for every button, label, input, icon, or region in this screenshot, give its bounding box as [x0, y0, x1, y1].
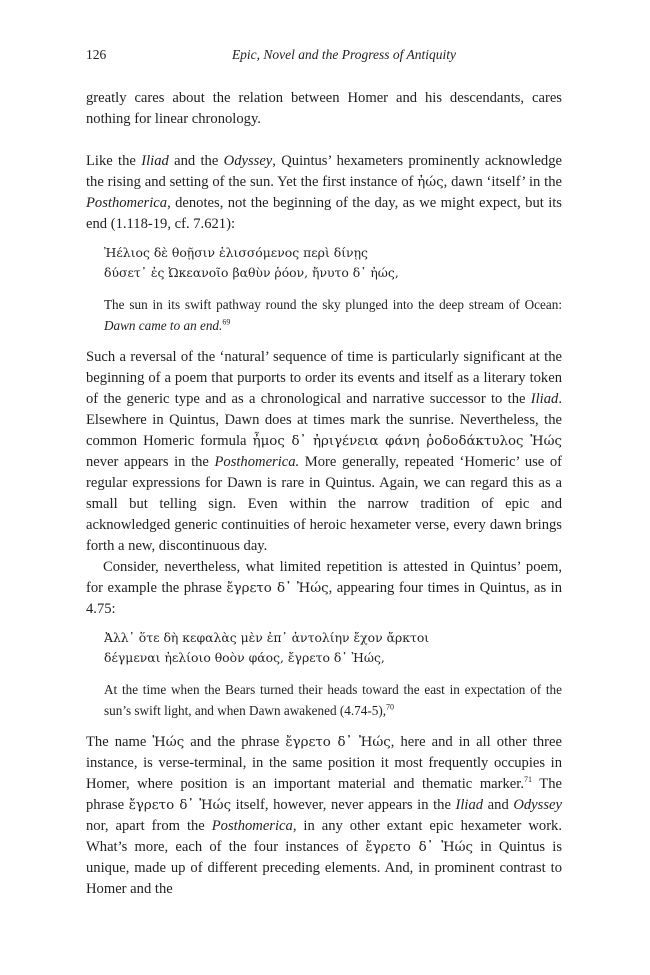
title-iliad: Iliad — [141, 153, 169, 169]
greek-verse-line: Ἠέλιος δὲ θοῇσιν ἑλισσόμενος περὶ δίνῃς — [104, 245, 368, 260]
text-run: Like the — [86, 153, 142, 169]
text-run: in Quintus is unique, made up of different preceding elements. And, in prominent contrast to Homer and the — [86, 839, 562, 897]
text-run: itself, however, never appears in the — [231, 797, 456, 813]
text-run: Such a reversal of the ‘natural’ sequence of time is particularly significant at the beginning of a poem that purports to order its events and itself as a literary token of the generic type and as a chronological and narrative successor to the — [86, 349, 562, 407]
title-posthomerica: Posthomerica, — [211, 818, 297, 834]
title-odyssey: Odyssey — [223, 153, 273, 169]
text-run: Consider, nevertheless, what limited repetition is attested in Quintus’ poem, for example the phrase — [86, 559, 562, 596]
text-run: and — [483, 797, 514, 813]
running-head — [86, 44, 562, 66]
text-run: , here and in all other three instance, is verse-terminal, in the same position it most frequently occupies in Homer, where position is an important material and thematic marker. — [86, 734, 562, 792]
translation-2 — [104, 679, 562, 721]
greek-phrase: ἔγρετο δ᾽ Ἠώς — [226, 581, 329, 596]
greek-verse-line: δύσετ᾽ ἐς Ὠκεανοῖο βαθὺν ῥόον, ἤνυτο δ᾽ ἠώς, — [104, 265, 399, 280]
text-run: , denotes, not the beginning of the day, as we might expect, but its end (1.118-19, cf. 7.621): — [86, 195, 562, 232]
book-page — [86, 44, 562, 900]
text-run: , dawn ‘itself’ in the — [443, 174, 563, 190]
text-run: , Quintus’ hexameters prominently acknowledge the rising and setting of the sun. Yet the first instance of — [86, 153, 562, 190]
text-run: never appears in the — [86, 454, 215, 470]
greek-phrase: ἔγρετο δ᾽ Ἠώς — [128, 798, 232, 813]
title-posthomerica: Posthomerica. — [214, 454, 300, 470]
greek-phrase: ἔγρετο δ᾽ Ἠώς — [285, 735, 391, 750]
greek-phrase: ἔγρετο δ᾽ Ἠώς — [365, 840, 474, 855]
paragraph-3 — [86, 347, 562, 557]
text-run: The phrase — [86, 776, 562, 813]
greek-quotation-2 — [104, 628, 562, 668]
page-number: 126 — [86, 47, 107, 62]
greek-verse-line: Ἀλλ᾽ ὅτε δὴ κεφαλὰς μὲν ἐπ᾽ ἀντολίην ἔχον ἄρκτοι — [104, 630, 430, 645]
greek-verse-line: δέγμεναι ἠελίοιο θοὸν φάος, ἔγρετο δ᾽ Ἠώς, — [104, 650, 385, 665]
footnote-marker[interactable]: 69 — [222, 317, 231, 327]
greek-formula: ἦμος δ᾽ ἠριγένεια φάνη ῥοδοδάκτυλος Ἠώς — [252, 434, 562, 449]
title-odyssey: Odyssey — [513, 797, 562, 813]
greek-quotation-1 — [104, 243, 562, 283]
text-run: and the phrase — [184, 734, 286, 750]
paragraph-5 — [86, 732, 562, 900]
text-run: and the — [168, 153, 224, 169]
greek-term: ἠώς — [417, 175, 444, 190]
text-run: . Elsewhere in Quintus, Dawn does at times mark the sunrise. Nevertheless, the common Homeric formula — [86, 391, 562, 449]
running-title: Epic, Novel and the Progress of Antiquity — [231, 47, 457, 62]
title-posthomerica: Posthomerica — [86, 195, 168, 211]
footnote-marker[interactable]: 71 — [524, 775, 532, 785]
text-run: in any other extant epic hexameter work. What’s more, each of the four instances of — [86, 818, 562, 855]
translation-text: The sun in its swift pathway round the sky plunged into the deep stream of Ocean: — [104, 297, 562, 312]
paragraph-2 — [86, 151, 562, 235]
translation-text: At the time when the Bears turned their heads toward the east in expectation of the sun’s swift light, and when Dawn awakened (4.74-5), — [104, 682, 562, 718]
text-run: greatly cares about the relation between Homer and his descendants, cares nothing for linear chronology. — [86, 90, 562, 127]
translation-1 — [104, 294, 562, 336]
text-run: The name — [86, 734, 153, 750]
greek-term: Ἠώς — [152, 735, 185, 750]
translation-emphasis: Dawn came to an end. — [104, 318, 223, 333]
paragraph-1 — [86, 88, 562, 130]
text-run: , appearing four times in Quintus, as in 4.75: — [86, 580, 562, 617]
text-run: nor, apart from the — [86, 818, 212, 834]
title-iliad: Iliad — [455, 797, 484, 813]
title-iliad: Iliad — [530, 391, 559, 407]
paragraph-4 — [86, 557, 562, 620]
text-run: More generally, repeated ‘Homeric’ use of regular expressions for Dawn is rare in Quintus. Again, we can regard this as a small but telling sign. Even within the narrow tradition of epic and acknowledged generic continuities of heroic hexameter verse, every dawn brings forth a new, discontinuous day. — [86, 454, 563, 554]
footnote-marker[interactable]: 70 — [386, 702, 395, 712]
